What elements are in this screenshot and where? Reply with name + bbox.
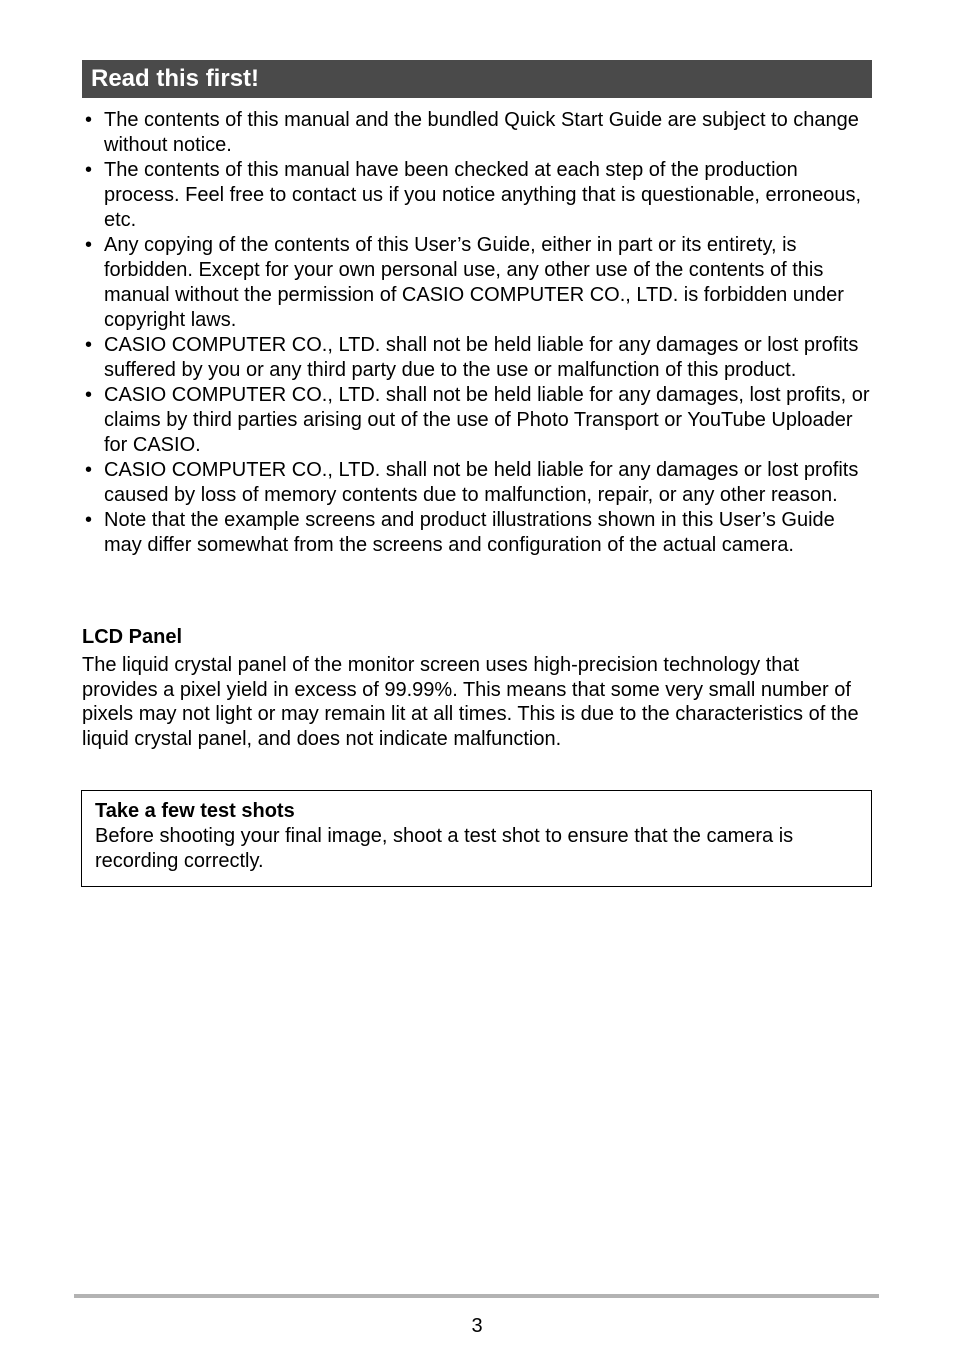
list-item: [82, 333, 872, 383]
list-item: [82, 383, 872, 458]
page-number: 3: [471, 1315, 483, 1337]
bullet-icon: •: [85, 159, 93, 181]
list-item: [82, 233, 872, 333]
bullet-icon: •: [85, 509, 93, 531]
list-item: [82, 158, 872, 233]
notice-text: CASIO COMPUTER CO., LTD. shall not be held liable for any damages or lost profits caused by loss of memory contents due to malfunction, repair, or any other reason.: [104, 459, 859, 506]
section-title: Read this first!: [91, 65, 260, 92]
test-shots-box: [81, 790, 872, 887]
notice-list: [82, 108, 872, 558]
test-shots-text: Before shooting your final image, shoot a test shot to ensure that the camera is recording correctly.: [95, 825, 794, 872]
list-item: [82, 458, 872, 508]
list-item: [82, 508, 872, 558]
lcd-panel-text: The liquid crystal panel of the monitor screen uses high-precision technology that provides a pixel yield in excess of 99.99%. This means that some very small number of pixels may not light or may remain lit at all times. This is due to the characteristics of the liquid crystal panel, and does not indicate malfunction.: [82, 654, 859, 751]
bullet-icon: •: [85, 459, 93, 481]
footer-divider: [74, 1294, 879, 1298]
bullet-icon: •: [85, 384, 93, 406]
list-item: [82, 108, 872, 158]
notice-text: The contents of this manual and the bundled Quick Start Guide are subject to change without notice.: [104, 109, 859, 156]
notice-text: CASIO COMPUTER CO., LTD. shall not be held liable for any damages or lost profits suffered by you or any third party due to the use or malfunction of this product.: [104, 334, 859, 381]
bullet-icon: •: [85, 234, 93, 256]
section-header: [82, 60, 872, 98]
test-shots-heading: Take a few test shots: [95, 800, 295, 822]
notice-text: Note that the example screens and product illustrations shown in this User’s Guide may differ somewhat from the screens and configuration of the actual camera.: [104, 509, 835, 556]
notice-text: The contents of this manual have been checked at each step of the production process. Feel free to contact us if you notice anything that is questionable, erroneous, etc.: [104, 159, 862, 231]
lcd-panel-heading: LCD Panel: [82, 626, 183, 648]
bullet-icon: •: [85, 334, 93, 356]
notice-text: Any copying of the contents of this User’s Guide, either in part or its entirety, is forbidden. Except for your own personal use, any other use of the contents of this manual without the permission of CASIO COMPUTER CO., LTD. is forbidden under copyright laws.: [104, 234, 844, 331]
bullet-icon: •: [85, 109, 93, 131]
notice-text: CASIO COMPUTER CO., LTD. shall not be held liable for any damages, lost profits, or claims by third parties arising out of the use of Photo Transport or YouTube Uploader for CASIO.: [104, 384, 870, 456]
